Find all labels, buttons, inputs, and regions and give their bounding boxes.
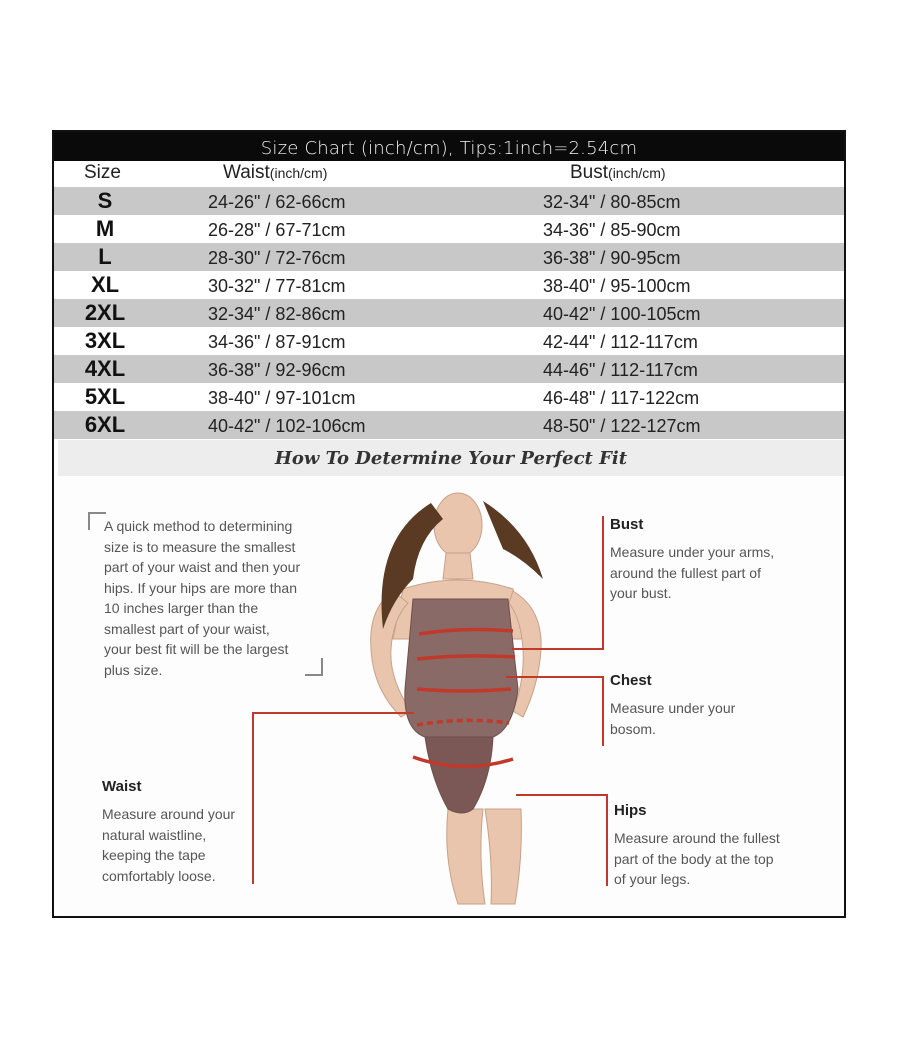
model-figure xyxy=(313,479,578,913)
table-row xyxy=(54,271,844,299)
bust-cell: 40-42" / 100-105cm xyxy=(543,304,701,324)
waist-cell: 24-26" / 62-66cm xyxy=(208,192,346,212)
fit-panel xyxy=(58,476,844,916)
waist-cell: 28-30" / 72-76cm xyxy=(208,248,346,268)
chest-description: Measure under your bosom. xyxy=(610,700,736,737)
hips-description: Measure around the fullest part of the body at the top of your legs. xyxy=(614,830,780,887)
fit-title: How To Determine Your Perfect Fit xyxy=(58,440,844,476)
bust-cell: 46-48" / 117-122cm xyxy=(543,388,700,408)
table-row xyxy=(54,411,844,439)
size-chart xyxy=(52,130,846,918)
size-cell: M xyxy=(95,216,115,241)
table-header xyxy=(54,161,844,187)
waist-cell: 30-32" / 77-81cm xyxy=(208,276,346,296)
table-row xyxy=(54,215,844,243)
bust-line-horizontal xyxy=(512,648,604,650)
bust-cell: 36-38" / 90-95cm xyxy=(543,248,681,268)
table-row xyxy=(54,383,844,411)
size-cell: L xyxy=(98,244,112,269)
table-row xyxy=(54,299,844,327)
bust-description: Measure under your arms, around the fullest part of your bust. xyxy=(610,544,775,601)
waist-cell: 38-40" / 97-101cm xyxy=(208,388,356,408)
waist-line-horizontal xyxy=(252,712,414,714)
waist-cell: 32-34" / 82-86cm xyxy=(208,304,346,324)
size-header: Size xyxy=(84,162,121,183)
bust-cell: 38-40" / 95-100cm xyxy=(543,276,691,296)
hips-label: Hips xyxy=(614,802,647,819)
table-row xyxy=(54,327,844,355)
size-cell: 2XL xyxy=(84,300,126,325)
waist-cell: 26-28" / 67-71cm xyxy=(208,220,346,240)
hips-line-horizontal xyxy=(516,794,608,796)
size-cell: 3XL xyxy=(84,328,126,353)
bust-line-vertical xyxy=(602,516,604,648)
table-row xyxy=(54,187,844,215)
bust-cell: 32-34" / 80-85cm xyxy=(543,192,681,212)
waist-cell: 34-36" / 87-91cm xyxy=(208,332,346,352)
chest-line-horizontal xyxy=(506,676,604,678)
hips-line-vertical xyxy=(606,794,608,886)
size-cell: 4XL xyxy=(84,356,126,381)
waist-label: Waist xyxy=(102,778,142,795)
chest-line-vertical xyxy=(602,676,604,746)
size-cell: S xyxy=(97,188,113,213)
bust-cell: 34-36" / 85-90cm xyxy=(543,220,681,240)
waist-cell: 36-38" / 92-96cm xyxy=(208,360,346,380)
size-cell: 5XL xyxy=(84,384,126,409)
chart-banner: Size Chart (inch/cm), Tips:1inch=2.54cm xyxy=(54,132,844,161)
fit-intro: A quick method to determining size is to measure the smallest part of your waist and then your hips. If your hips are more than 10 inches larger than the smallest part of your waist, your best fit will be the largest plus size. xyxy=(104,518,301,678)
waist-cell: 40-42" / 102-106cm xyxy=(208,416,366,436)
table-row xyxy=(54,243,844,271)
table-row xyxy=(54,355,844,383)
bust-cell: 44-46" / 112-117cm xyxy=(543,360,698,380)
size-cell: 6XL xyxy=(84,412,126,437)
bust-cell: 42-44" / 112-117cm xyxy=(543,332,698,352)
chest-label: Chest xyxy=(610,672,652,689)
size-cell: XL xyxy=(90,272,120,297)
waist-header: Waist(inch/cm) xyxy=(223,162,328,183)
bust-cell: 48-50" / 122-127cm xyxy=(543,416,701,436)
waist-description: Measure around your natural waistline, keeping the tape comfortably loose. xyxy=(102,806,236,884)
bust-header: Bust(inch/cm) xyxy=(570,162,666,183)
bust-label: Bust xyxy=(610,516,644,533)
fit-guide xyxy=(58,440,844,916)
waist-line-vertical xyxy=(252,712,254,884)
